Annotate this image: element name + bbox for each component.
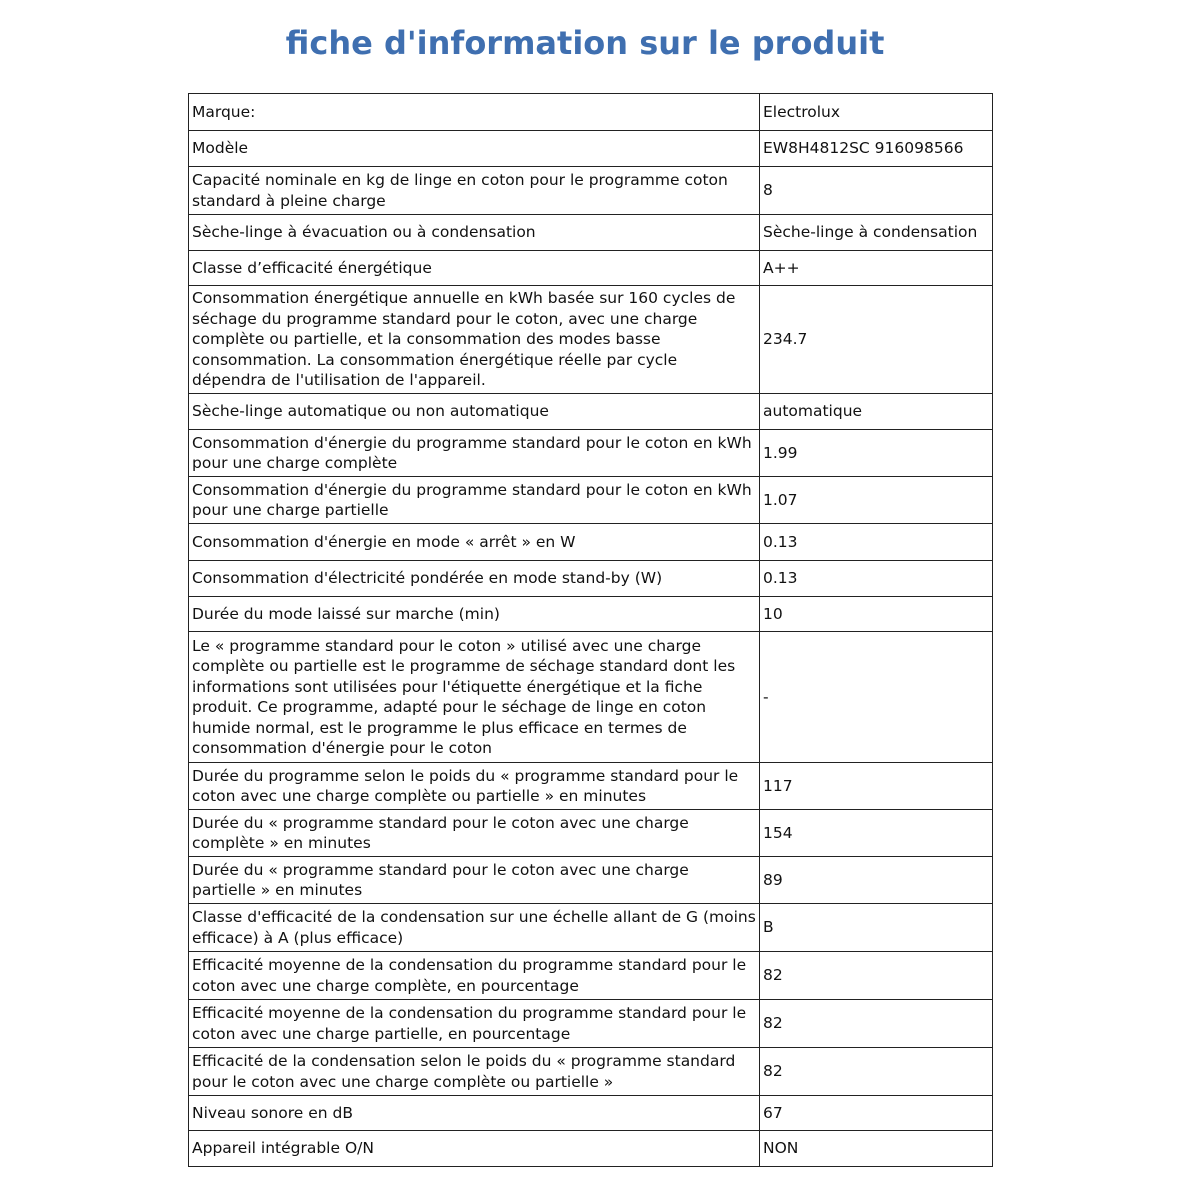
row-label: Modèle xyxy=(189,131,760,167)
table-row xyxy=(189,1096,993,1131)
row-value: Sèche-linge à condensation xyxy=(760,215,993,251)
row-value: 0.13 xyxy=(760,561,993,597)
row-value: 82 xyxy=(760,1048,993,1096)
row-label: Efficacité moyenne de la condensation du programme standard pour le coton avec une charge complète, en pourcentage xyxy=(189,952,760,1000)
row-label: Classe d’efficacité énergétique xyxy=(189,251,760,286)
table-row xyxy=(189,632,993,763)
row-label: Durée du programme selon le poids du « programme standard pour le coton avec une charge complète ou partielle » en minutes xyxy=(189,763,760,810)
table-row xyxy=(189,167,993,215)
row-label: Classe d'efficacité de la condensation sur une échelle allant de G (moins efficace) à A (plus efficace) xyxy=(189,904,760,952)
row-value: EW8H4812SC 916098566 xyxy=(760,131,993,167)
table-row xyxy=(189,763,993,810)
row-label: Le « programme standard pour le coton » utilisé avec une charge complète ou partielle est le programme de séchage standard dont les informations sont utilisées pour l'étiquette énergétique et la fiche produit. Ce programme, adapté pour le séchage de linge en coton humide normal, est le programme le plus efficace en termes de consommation d'énergie pour le coton xyxy=(189,632,760,763)
row-label: Consommation énergétique annuelle en kWh basée sur 160 cycles de séchage du programme standard pour le coton, avec une charge complète ou partielle, et la consommation des modes basse consommation. La consommation énergétique réelle par cycle dépendra de l'utilisation de l'appareil. xyxy=(189,286,760,394)
row-value: 8 xyxy=(760,167,993,215)
row-label: Marque: xyxy=(189,94,760,131)
row-label: Sèche-linge automatique ou non automatique xyxy=(189,394,760,430)
row-label: Efficacité de la condensation selon le poids du « programme standard pour le coton avec une charge complète ou partielle » xyxy=(189,1048,760,1096)
page-title: fiche d'information sur le produit xyxy=(285,24,885,62)
row-value: 1.99 xyxy=(760,430,993,477)
table-row xyxy=(189,857,993,904)
row-value: 117 xyxy=(760,763,993,810)
row-label: Consommation d'énergie du programme standard pour le coton en kWh pour une charge partielle xyxy=(189,477,760,524)
row-value: B xyxy=(760,904,993,952)
table-row xyxy=(189,810,993,857)
row-value: 1.07 xyxy=(760,477,993,524)
row-value: 0.13 xyxy=(760,524,993,561)
row-value: Electrolux xyxy=(760,94,993,131)
table-row xyxy=(189,904,993,952)
table-row xyxy=(189,1000,993,1048)
row-label: Consommation d'énergie du programme standard pour le coton en kWh pour une charge complète xyxy=(189,430,760,477)
row-value: 234.7 xyxy=(760,286,993,394)
table-row xyxy=(189,251,993,286)
row-label: Consommation d'énergie en mode « arrêt » en W xyxy=(189,524,760,561)
row-label: Sèche-linge à évacuation ou à condensation xyxy=(189,215,760,251)
row-value: 89 xyxy=(760,857,993,904)
row-label: Capacité nominale en kg de linge en coton pour le programme coton standard à pleine charge xyxy=(189,167,760,215)
table-row xyxy=(189,286,993,394)
table-row xyxy=(189,94,993,131)
row-value: 82 xyxy=(760,952,993,1000)
table-row xyxy=(189,561,993,597)
row-value: NON xyxy=(760,1131,993,1167)
table-row xyxy=(189,597,993,632)
row-value: - xyxy=(760,632,993,763)
row-value: A++ xyxy=(760,251,993,286)
table-row xyxy=(189,477,993,524)
row-label: Efficacité moyenne de la condensation du programme standard pour le coton avec une charge partielle, en pourcentage xyxy=(189,1000,760,1048)
row-value: automatique xyxy=(760,394,993,430)
table-row xyxy=(189,1131,993,1167)
row-label: Durée du « programme standard pour le coton avec une charge complète » en minutes xyxy=(189,810,760,857)
table-row xyxy=(189,430,993,477)
row-value: 82 xyxy=(760,1000,993,1048)
table-row xyxy=(189,524,993,561)
row-value: 67 xyxy=(760,1096,993,1131)
row-label: Durée du « programme standard pour le coton avec une charge partielle » en minutes xyxy=(189,857,760,904)
row-value: 154 xyxy=(760,810,993,857)
table-row xyxy=(189,952,993,1000)
row-label: Durée du mode laissé sur marche (min) xyxy=(189,597,760,632)
table-row xyxy=(189,131,993,167)
row-label: Appareil intégrable O/N xyxy=(189,1131,760,1167)
row-value: 10 xyxy=(760,597,993,632)
row-label: Consommation d'électricité pondérée en mode stand-by (W) xyxy=(189,561,760,597)
table-row xyxy=(189,1048,993,1096)
table-row xyxy=(189,394,993,430)
row-label: Niveau sonore en dB xyxy=(189,1096,760,1131)
table-row xyxy=(189,215,993,251)
product-info-table xyxy=(188,93,993,1167)
